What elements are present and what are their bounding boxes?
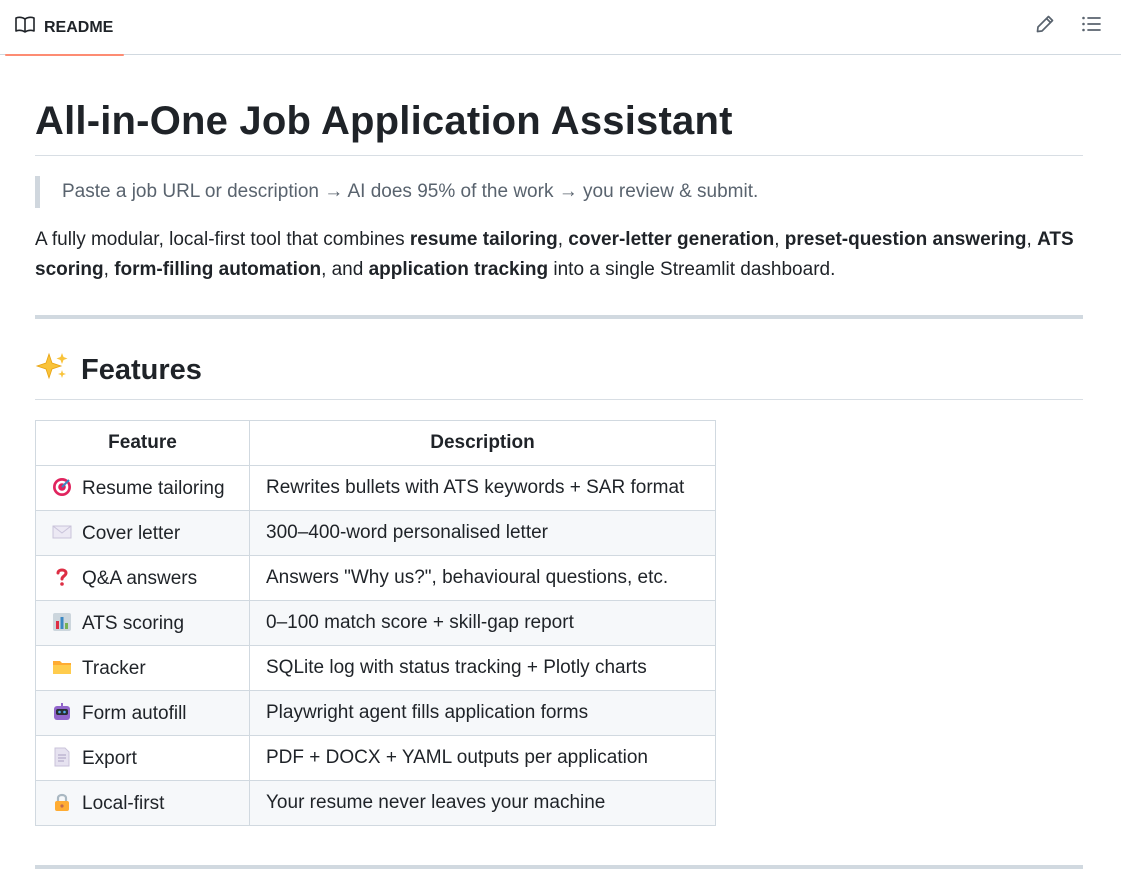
- intro-bold: form-filling automation: [114, 259, 322, 280]
- description-cell: Playwright agent fills application forms: [250, 691, 716, 736]
- intro-bold: cover-letter generation: [568, 229, 775, 250]
- description-cell: SQLite log with status tracking + Plotly charts: [250, 646, 716, 691]
- robot-icon: [52, 702, 72, 722]
- bar-chart-icon: [52, 612, 72, 632]
- section-divider: [35, 315, 1083, 319]
- intro-paragraph: [35, 225, 1083, 285]
- description-cell: Answers "Why us?", behavioural questions, etc.: [250, 556, 716, 601]
- feature-name: Cover letter: [82, 522, 181, 544]
- feature-name: Tracker: [82, 657, 146, 679]
- page-title: All-in-One Job Application Assistant: [35, 55, 1083, 156]
- table-row: [36, 691, 716, 736]
- table-row: [36, 466, 716, 511]
- target-icon: [52, 477, 72, 497]
- feature-cell: [36, 601, 250, 646]
- envelope-icon: [52, 522, 72, 542]
- table-row: [36, 511, 716, 556]
- feature-cell: [36, 691, 250, 736]
- feature-cell: [36, 556, 250, 601]
- description-cell: Rewrites bullets with ATS keywords + SAR format: [250, 466, 716, 511]
- pencil-icon: [1035, 14, 1055, 39]
- list-icon: [1081, 15, 1101, 38]
- feature-cell: [36, 736, 250, 781]
- question-icon: [52, 567, 72, 587]
- feature-name: Q&A answers: [82, 567, 198, 589]
- edit-button[interactable]: [1033, 14, 1057, 38]
- features-table: [35, 420, 716, 826]
- column-header: Feature: [36, 421, 250, 466]
- intro-bold: ATS scoring: [35, 229, 1074, 280]
- tagline-quote: Paste a job URL or description → AI does 95% of the work → you review & submit.: [35, 176, 1083, 208]
- feature-cell: [36, 511, 250, 556]
- features-heading-label: Features: [81, 353, 202, 386]
- feature-name: Form autofill: [82, 702, 187, 724]
- description-cell: Your resume never leaves your machine: [250, 781, 716, 826]
- feature-name: Export: [82, 747, 137, 769]
- description-cell: 0–100 match score + skill-gap report: [250, 601, 716, 646]
- intro-text: into a single Streamlit dashboard.: [548, 259, 836, 280]
- feature-name: Resume tailoring: [82, 477, 225, 499]
- book-icon: [15, 16, 35, 39]
- feature-name: Local-first: [82, 792, 165, 814]
- folder-icon: [52, 657, 72, 677]
- intro-text: ,: [557, 229, 569, 250]
- table-row: [36, 781, 716, 826]
- table-header-row: [36, 421, 716, 466]
- table-row: [36, 646, 716, 691]
- intro-bold: preset-question answering: [784, 229, 1027, 250]
- feature-cell: [36, 646, 250, 691]
- readme-header: [0, 0, 1121, 55]
- intro-text: ,: [103, 259, 115, 280]
- features-heading: [35, 351, 1083, 400]
- intro-text: ,: [1026, 229, 1038, 250]
- table-row: [36, 601, 716, 646]
- intro-bold: resume tailoring: [409, 229, 558, 250]
- outline-button[interactable]: [1079, 14, 1103, 38]
- table-row: [36, 556, 716, 601]
- readme-tab[interactable]: [5, 0, 124, 55]
- sparkles-icon: [35, 351, 69, 389]
- column-header: Description: [250, 421, 716, 466]
- section-divider: [35, 865, 1083, 869]
- description-cell: PDF + DOCX + YAML outputs per application: [250, 736, 716, 781]
- feature-name: ATS scoring: [82, 612, 185, 634]
- table-row: [36, 736, 716, 781]
- page-icon: [52, 747, 72, 767]
- intro-text: ,: [774, 229, 785, 250]
- readme-label: README: [44, 18, 114, 36]
- readme-content: [35, 55, 1083, 826]
- intro-text: A fully modular, local-first tool that combines: [35, 229, 410, 250]
- intro-text: , and: [321, 259, 369, 280]
- feature-cell: [36, 781, 250, 826]
- description-cell: 300–400-word personalised letter: [250, 511, 716, 556]
- intro-bold: application tracking: [368, 259, 549, 280]
- lock-icon: [52, 792, 72, 812]
- feature-cell: [36, 466, 250, 511]
